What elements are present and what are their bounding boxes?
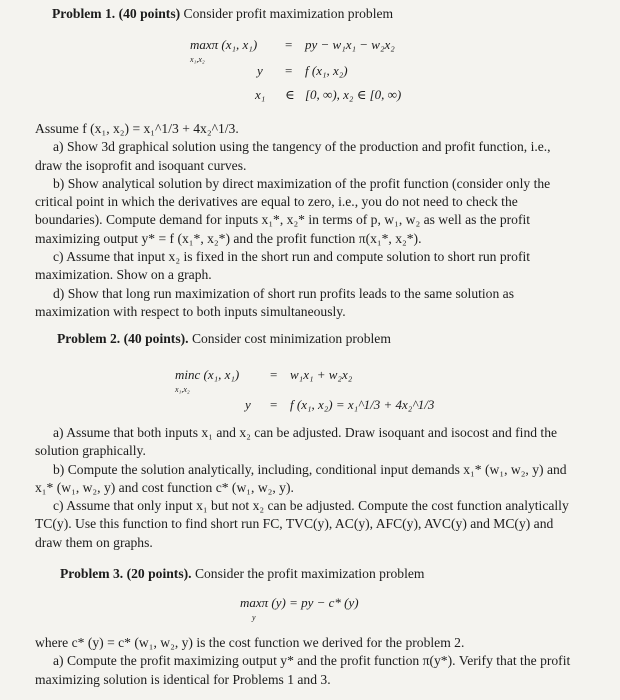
problem-3-body — [35, 634, 580, 689]
p2-eq1-sub: x₁,x₂ — [175, 385, 190, 394]
p1-eq1-rhs: py − w₁x₁ − w₂x₂ — [305, 37, 395, 52]
p3-part-a: a) Compute the profit maximizing output y* and the profit function π(y*). Verify that the profit maximizing solution is identical for Problems 1 and 3. — [35, 653, 571, 687]
p2-eq1-lhs: minc (x₁, x₁) — [175, 367, 240, 382]
p1-eq3-lhs: x₁ — [255, 87, 266, 102]
p1-part-d: d) Show that long run maximization of short run profits leads to the same solution as maximization with respect to both inputs simultaneously. — [35, 285, 514, 319]
p2-eq1-rhs: w₁x₁ + w₂x₂ — [290, 367, 353, 382]
problem-2-title: Problem 2. (40 points). — [57, 331, 189, 346]
p3-eq1-sub: y — [252, 613, 256, 622]
p2-part-c: c) Assume that only input x₁ but not x₂ can be adjusted. Compute the cost function analytically TC(y). Use this function to find short run FC, TVC(y), AC(y), AFC(y), AVC(y) and MC(y) and draw them on graphs. — [35, 498, 569, 550]
p2-part-a: a) Assume that both inputs x₁ and x₂ can be adjusted. Draw isoquant and isocost and find the solution graphically. — [35, 425, 558, 459]
p3-where: where c* (y) = c* (w₁, w₂, y) is the cost function we derived for the problem 2. — [35, 635, 465, 650]
p2-eq2-op: = — [270, 397, 278, 412]
p1-eq2-lhs: y — [257, 63, 263, 78]
p2-eq2-lhs: y — [245, 397, 251, 412]
p1-eq1-lhs: maxπ (x₁, x₁) — [190, 37, 258, 52]
problem-1-title: Problem 1. (40 points) — [52, 6, 181, 21]
p1-part-b: b) Show analytical solution by direct maximization of the profit function (consider only the critical point in which the derivatives are equal to zero, i.e., you do not need to check the boundaries). Compute demand for inputs x₁*, x₂* in terms of p, w₁, w₂ as well as the profit maximizing output y* = f (x₁*, x₂*) and the profit function π(x₁*, x₂*). — [35, 175, 551, 246]
p1-eq2-op: = — [285, 63, 293, 78]
p1-assumption: Assume f (x₁, x₂) = x₁^1/3 + 4x₂^1/3. — [35, 121, 239, 136]
p2-part-b: b) Compute the solution analytically, including, conditional input demands x₁* (w₁, w₂, y) and x₁* (w₁, w₂, y) and cost function c* (w₁, w₂, y). — [35, 461, 567, 495]
p1-eq1-sub: x₁,x₂ — [190, 55, 205, 64]
p2-eq1-op: = — [270, 367, 278, 382]
problem-1-intro: Consider profit maximization problem — [183, 6, 394, 21]
p1-eq1-op: = — [285, 37, 293, 52]
p1-eq3-rel: ∈ — [285, 87, 295, 102]
p1-part-c: c) Assume that input x₂ is fixed in the short run and compute solution to short run profit maximization. Show on a graph. — [35, 249, 531, 283]
p3-eq1: maxπ (y) = py − c* (y) — [240, 595, 359, 610]
p2-eq2-rhs: f (x₁, x₂) = x₁^1/3 + 4x₂^1/3 — [290, 397, 435, 412]
p1-eq2-rhs: f (x₁, x₂) — [305, 63, 348, 78]
problem-3-intro: Consider the profit maximization problem — [194, 566, 425, 581]
p1-eq3-rhs: [0, ∞), x₂ ∈ [0, ∞) — [305, 87, 402, 102]
problem-2-intro: Consider cost minimization problem — [191, 331, 391, 346]
problem-3-title: Problem 3. (20 points). — [60, 566, 192, 581]
p1-part-a: a) Show 3d graphical solution using the tangency of the production and profit function, i.e., draw the isoprofit and isoquant curves. — [35, 139, 551, 173]
